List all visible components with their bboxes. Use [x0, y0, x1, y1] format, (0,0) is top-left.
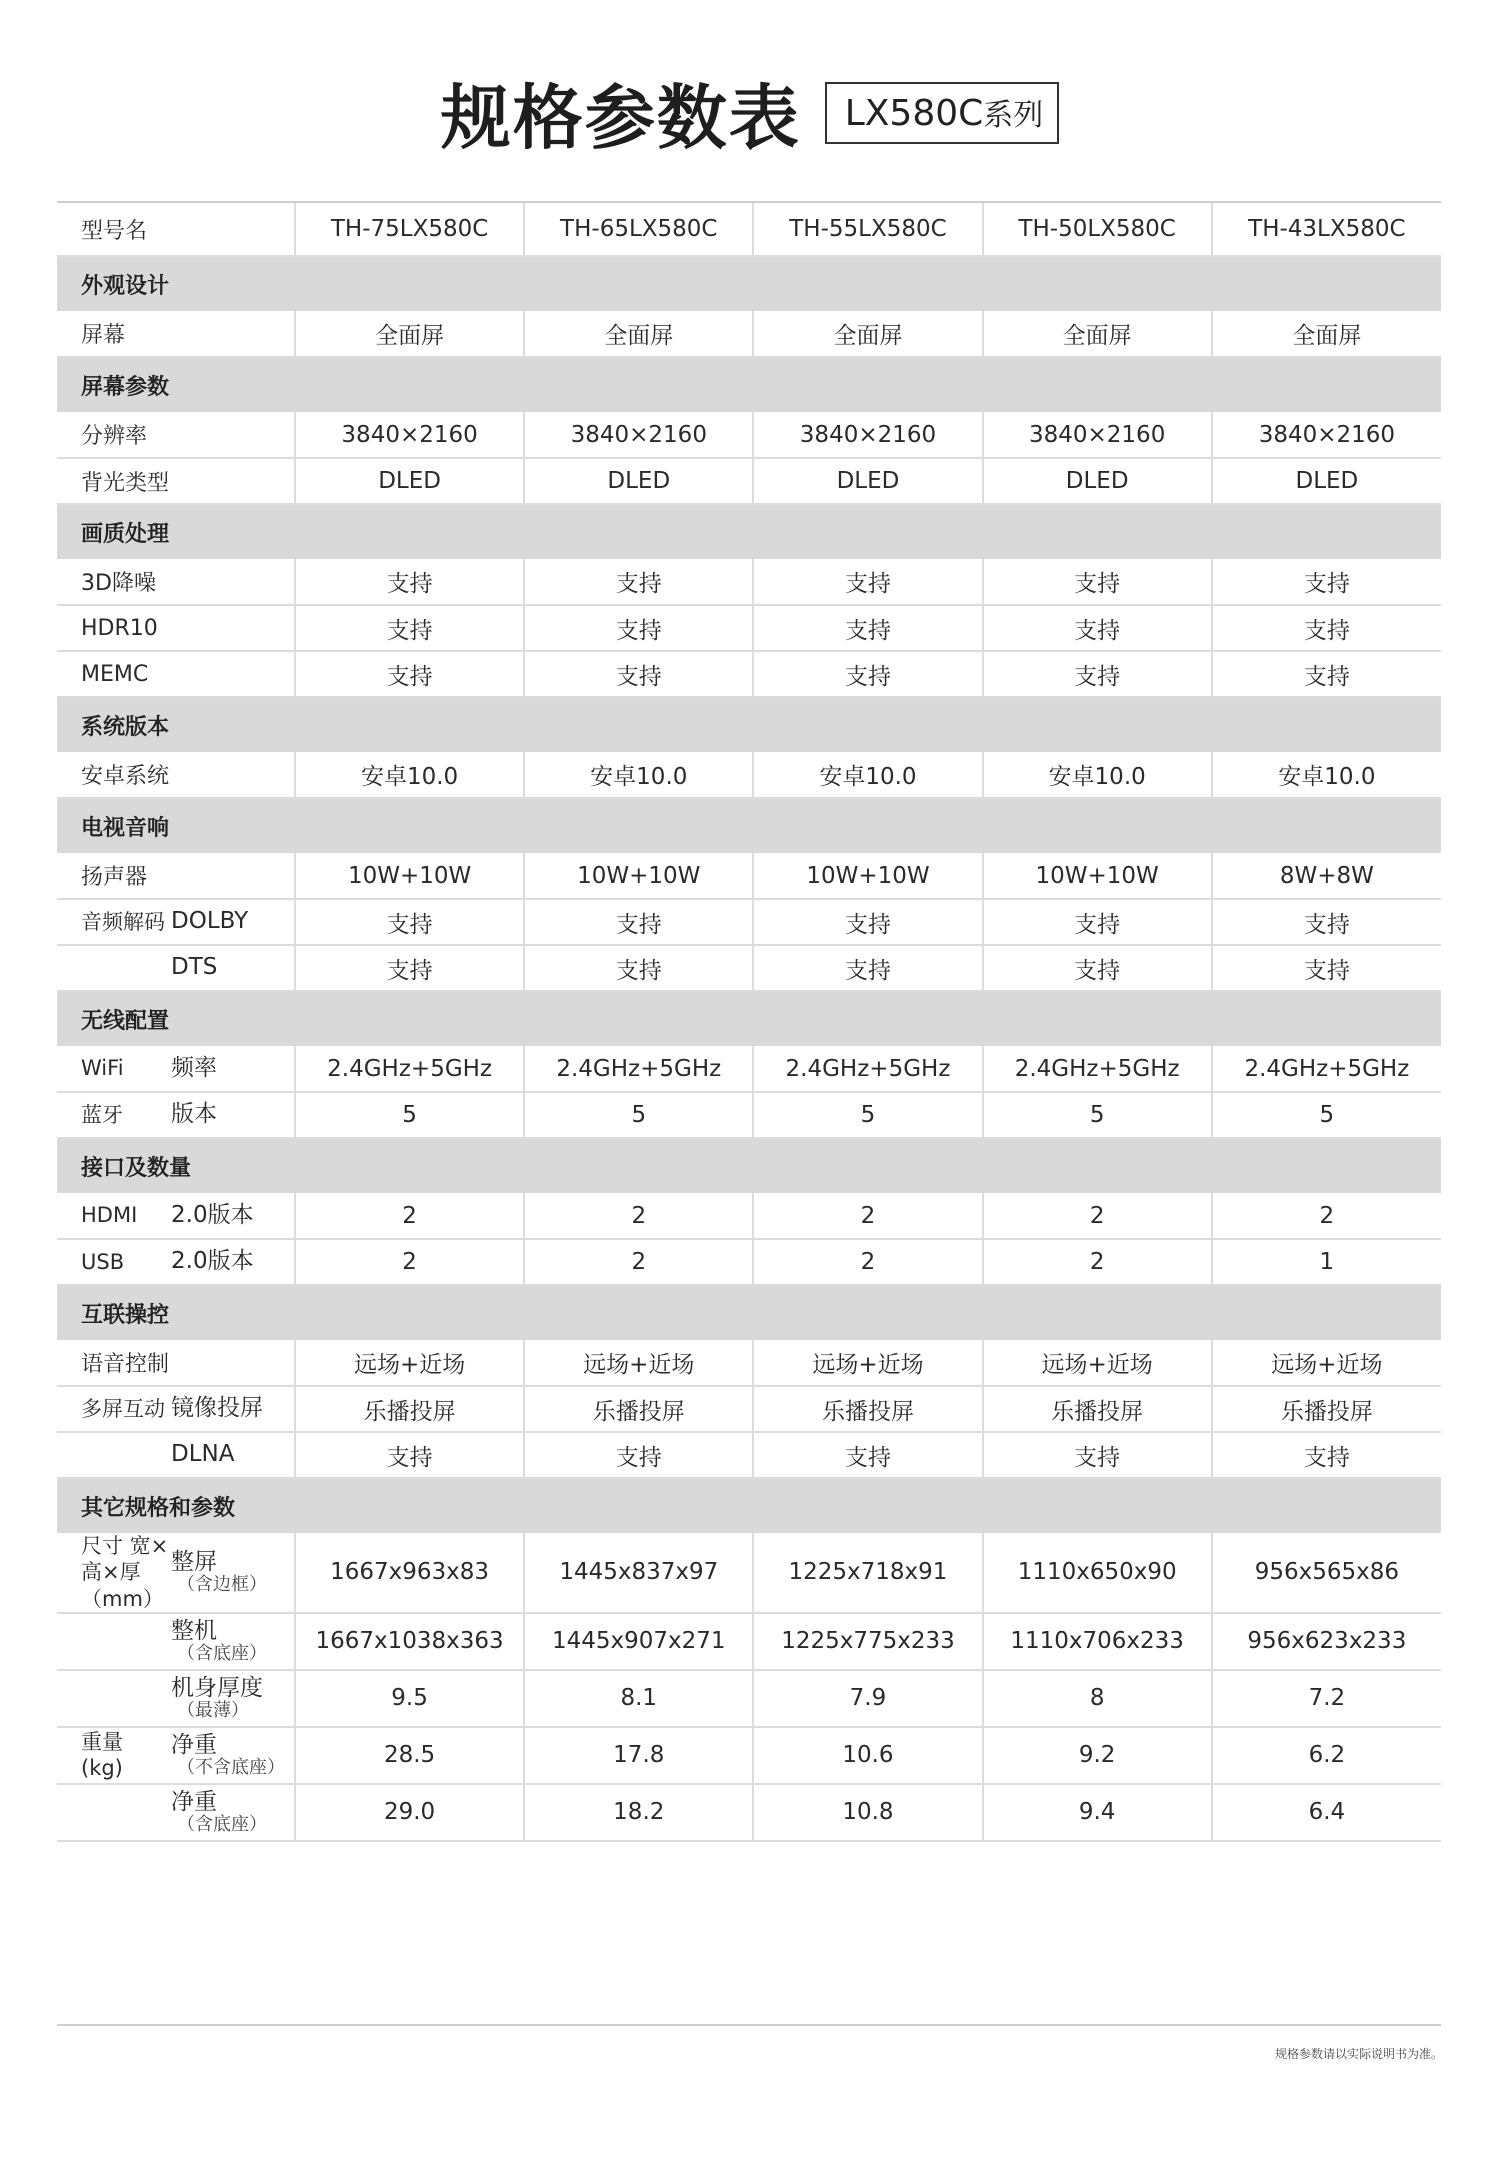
spec-value: 5 — [524, 1092, 753, 1138]
spec-value: 支持 — [753, 1432, 982, 1478]
row-label-cell — [57, 412, 295, 458]
group-label: WiFi — [81, 1056, 124, 1081]
spec-row — [57, 1432, 1441, 1478]
spec-table — [57, 201, 1441, 1842]
spec-value: 全面屏 — [753, 311, 982, 357]
page-title: 规格参数表 — [440, 77, 801, 159]
section-header — [57, 1138, 1441, 1193]
spec-row — [57, 311, 1441, 357]
section-title: 电视音响 — [57, 798, 1441, 853]
spec-value: 1 — [1212, 1239, 1441, 1285]
spec-value: 支持 — [983, 651, 1212, 697]
group-label: HDMI — [81, 1203, 138, 1228]
group-label: 重量 (kg) — [81, 1730, 123, 1781]
spec-value: 2.4GHz+5GHz — [295, 1046, 524, 1092]
sub-label: 2.0版本 — [171, 1248, 254, 1275]
spec-value: 5 — [1212, 1092, 1441, 1138]
section-header — [57, 697, 1441, 752]
row-label-group — [57, 1102, 294, 1128]
row-label-cell — [57, 1613, 295, 1670]
model-label-cell — [57, 202, 295, 256]
model-row — [57, 202, 1441, 256]
page-title-block — [0, 62, 1500, 163]
sub-label-wrap — [171, 1249, 294, 1274]
spec-value: 1667x963x83 — [295, 1533, 524, 1613]
row-label-group — [57, 1533, 294, 1612]
group-label: USB — [81, 1249, 125, 1274]
sub-label-wrap — [171, 1396, 294, 1421]
row-label: MEMC — [81, 661, 149, 687]
spec-value: 远场+近场 — [295, 1340, 524, 1386]
row-label-cell — [57, 605, 295, 651]
spec-value: 全面屏 — [295, 311, 524, 357]
spec-value: DLED — [753, 458, 982, 504]
spec-value: 10W+10W — [524, 853, 753, 899]
spec-value: 2 — [295, 1193, 524, 1239]
sub-label-wrap — [171, 1550, 294, 1595]
model-label: 型号名 — [81, 218, 148, 244]
spec-value: 1225x775x233 — [753, 1613, 982, 1670]
spec-value: 支持 — [753, 651, 982, 697]
spec-value: 2 — [753, 1239, 982, 1285]
sub-label: 整机 — [171, 1617, 217, 1644]
spec-value: 2.4GHz+5GHz — [753, 1046, 982, 1092]
spec-row — [57, 1784, 1441, 1841]
sub-label-wrap — [171, 1203, 294, 1228]
spec-value: 1445x837x97 — [524, 1533, 753, 1613]
spec-value: 支持 — [1212, 945, 1441, 991]
model-name: TH-43LX580C — [1212, 202, 1441, 256]
sub-label-wrap — [171, 909, 294, 934]
spec-value: 支持 — [753, 559, 982, 605]
model-name: TH-65LX580C — [524, 202, 753, 256]
spec-value: 支持 — [1212, 605, 1441, 651]
sub-label-note: （最薄） — [177, 1700, 249, 1721]
spec-row — [57, 1340, 1441, 1386]
section-title: 外观设计 — [57, 256, 1441, 311]
group-label: 尺寸 宽×高×厚 （mm） — [81, 1534, 169, 1611]
spec-value: 7.9 — [753, 1670, 982, 1727]
spec-value: 远场+近场 — [1212, 1340, 1441, 1386]
section-title: 画质处理 — [57, 504, 1441, 559]
sub-label: 净重 — [171, 1731, 217, 1758]
spec-value: 2 — [295, 1239, 524, 1285]
spec-value: 5 — [295, 1092, 524, 1138]
spec-value: 支持 — [983, 605, 1212, 651]
section-title: 无线配置 — [57, 991, 1441, 1046]
sub-label-wrap — [171, 955, 294, 980]
row-label-group — [57, 1619, 294, 1664]
spec-value: 支持 — [753, 945, 982, 991]
spec-value: 3840×2160 — [983, 412, 1212, 458]
spec-row — [57, 853, 1441, 899]
row-label-cell — [57, 1193, 295, 1239]
spec-value: 乐播投屏 — [295, 1386, 524, 1432]
row-label-cell — [57, 1046, 295, 1092]
spec-value: 全面屏 — [524, 311, 753, 357]
spec-value: 支持 — [524, 651, 753, 697]
sub-label: DLNA — [171, 1441, 235, 1468]
sub-label-note: （含边框） — [177, 1574, 267, 1596]
spec-value: 8W+8W — [1212, 853, 1441, 899]
spec-value: 2.4GHz+5GHz — [524, 1046, 753, 1092]
spec-value: 支持 — [524, 559, 753, 605]
row-label-cell — [57, 899, 295, 945]
row-label-group — [57, 1676, 294, 1721]
section-title: 互联操控 — [57, 1285, 1441, 1340]
row-label-group — [57, 1249, 294, 1275]
section-header — [57, 504, 1441, 559]
row-label: 3D降噪 — [81, 571, 156, 596]
section-title: 接口及数量 — [57, 1138, 1441, 1193]
sub-label: DOLBY — [171, 908, 249, 935]
section-header — [57, 256, 1441, 311]
row-label-cell — [57, 458, 295, 504]
sub-label: 机身厚度 — [171, 1674, 263, 1701]
spec-value: 安卓10.0 — [983, 752, 1212, 798]
spec-value: 2 — [524, 1193, 753, 1239]
spec-row — [57, 1533, 1441, 1613]
spec-value: 9.4 — [983, 1784, 1212, 1841]
spec-value: 安卓10.0 — [753, 752, 982, 798]
spec-value: 2.4GHz+5GHz — [983, 1046, 1212, 1092]
row-label-group — [57, 1396, 294, 1422]
row-label-cell — [57, 559, 295, 605]
section-header — [57, 798, 1441, 853]
row-label: 分辨率 — [81, 424, 148, 449]
spec-value: 2 — [1212, 1193, 1441, 1239]
spec-value: 18.2 — [524, 1784, 753, 1841]
group-label: 音频解码 — [81, 909, 165, 934]
spec-value: 支持 — [983, 899, 1212, 945]
spec-value: 远场+近场 — [524, 1340, 753, 1386]
spec-row — [57, 458, 1441, 504]
spec-row — [57, 1613, 1441, 1670]
spec-value: 支持 — [983, 1432, 1212, 1478]
spec-value: 8 — [983, 1670, 1212, 1727]
spec-row — [57, 1193, 1441, 1239]
group-label: 多屏互动 — [81, 1396, 165, 1421]
sub-label: 净重 — [171, 1788, 217, 1815]
sub-label-wrap — [171, 1102, 294, 1127]
row-label-cell — [57, 1432, 295, 1478]
sub-label: DTS — [171, 954, 218, 981]
spec-value: 支持 — [295, 651, 524, 697]
row-label-cell — [57, 1239, 295, 1285]
row-label-group — [57, 1055, 294, 1081]
section-header — [57, 1285, 1441, 1340]
section-title: 其它规格和参数 — [57, 1478, 1441, 1533]
spec-value: 3840×2160 — [295, 412, 524, 458]
spec-value: 全面屏 — [1212, 311, 1441, 357]
spec-value: 3840×2160 — [1212, 412, 1441, 458]
spec-value: 支持 — [983, 945, 1212, 991]
sub-label-wrap — [171, 1619, 294, 1664]
spec-value: 支持 — [524, 945, 753, 991]
spec-value: 6.4 — [1212, 1784, 1441, 1841]
spec-row — [57, 605, 1441, 651]
row-label: 背光类型 — [81, 470, 170, 496]
spec-value: 支持 — [1212, 559, 1441, 605]
spec-value: 956x565x86 — [1212, 1533, 1441, 1613]
model-name: TH-50LX580C — [983, 202, 1212, 256]
section-title: 系统版本 — [57, 697, 1441, 752]
spec-value: 9.5 — [295, 1670, 524, 1727]
series-suffix: 系列 — [983, 97, 1044, 133]
spec-row — [57, 1727, 1441, 1784]
spec-value: 3840×2160 — [524, 412, 753, 458]
row-label-group — [57, 1442, 294, 1467]
footnote: 规格参数请以实际说明书为准。 — [1274, 2047, 1443, 2061]
spec-value: DLED — [524, 458, 753, 504]
spec-value: 支持 — [524, 605, 753, 651]
row-label-cell — [57, 1092, 295, 1138]
row-label: 扬声器 — [81, 865, 148, 890]
row-label-cell — [57, 853, 295, 899]
row-label-cell — [57, 1784, 295, 1841]
spec-row — [57, 1670, 1441, 1727]
spec-value: 1110x706x233 — [983, 1613, 1212, 1670]
row-label-cell — [57, 1533, 295, 1613]
sub-label: 频率 — [171, 1054, 217, 1081]
model-name: TH-75LX580C — [295, 202, 524, 256]
spec-value: 2 — [753, 1193, 982, 1239]
spec-value: 3840×2160 — [753, 412, 982, 458]
spec-value: 乐播投屏 — [753, 1386, 982, 1432]
table-bottom-rule — [57, 2024, 1441, 2026]
row-label-cell — [57, 1670, 295, 1727]
spec-row — [57, 1046, 1441, 1092]
row-label-group — [57, 1729, 294, 1782]
spec-value: 乐播投屏 — [1212, 1386, 1441, 1432]
spec-row — [57, 1239, 1441, 1285]
spec-value: 安卓10.0 — [524, 752, 753, 798]
spec-value: 乐播投屏 — [524, 1386, 753, 1432]
row-label: 安卓系统 — [81, 764, 170, 789]
sub-label-note: （不含底座） — [177, 1757, 285, 1778]
row-label-group — [57, 955, 294, 980]
row-label-cell — [57, 1386, 295, 1432]
spec-value: 2 — [524, 1239, 753, 1285]
spec-value: 支持 — [295, 1432, 524, 1478]
row-label: HDR10 — [81, 615, 158, 641]
spec-value: 28.5 — [295, 1727, 524, 1784]
spec-value: 支持 — [753, 899, 982, 945]
sub-label-wrap — [171, 1442, 294, 1467]
spec-value: 9.2 — [983, 1727, 1212, 1784]
row-label-cell — [57, 1340, 295, 1386]
spec-value: 6.2 — [1212, 1727, 1441, 1784]
spec-value: 1445x907x271 — [524, 1613, 753, 1670]
spec-value: 远场+近场 — [983, 1340, 1212, 1386]
spec-value: 支持 — [1212, 651, 1441, 697]
spec-row — [57, 1092, 1441, 1138]
spec-value: 支持 — [295, 605, 524, 651]
spec-value: 956x623x233 — [1212, 1613, 1441, 1670]
spec-value: 支持 — [753, 605, 982, 651]
spec-row — [57, 899, 1441, 945]
spec-value: 支持 — [983, 559, 1212, 605]
spec-value: 1225x718x91 — [753, 1533, 982, 1613]
spec-value: 10W+10W — [295, 853, 524, 899]
spec-row — [57, 412, 1441, 458]
spec-value: 10.8 — [753, 1784, 982, 1841]
spec-value: 29.0 — [295, 1784, 524, 1841]
series-badge — [825, 82, 1060, 144]
row-label-cell — [57, 1727, 295, 1784]
sub-label: 2.0版本 — [171, 1201, 254, 1228]
row-label-group — [57, 1790, 294, 1835]
section-header — [57, 1478, 1441, 1533]
spec-value: 安卓10.0 — [295, 752, 524, 798]
spec-value: 支持 — [295, 559, 524, 605]
spec-value: 支持 — [295, 945, 524, 991]
row-label: 屏幕 — [81, 323, 126, 348]
spec-value: 1110x650x90 — [983, 1533, 1212, 1613]
section-title: 屏幕参数 — [57, 357, 1441, 412]
sub-label: 镜像投屏 — [171, 1395, 263, 1422]
sub-label-note: （含底座） — [177, 1643, 267, 1664]
spec-value: 10.6 — [753, 1727, 982, 1784]
spec-value: 8.1 — [524, 1670, 753, 1727]
spec-row — [57, 651, 1441, 697]
spec-value: 2 — [983, 1193, 1212, 1239]
section-header — [57, 357, 1441, 412]
spec-value: 2.4GHz+5GHz — [1212, 1046, 1441, 1092]
spec-value: 5 — [753, 1092, 982, 1138]
spec-value: DLED — [983, 458, 1212, 504]
spec-value: 17.8 — [524, 1727, 753, 1784]
sub-label: 整屏 — [171, 1548, 217, 1575]
spec-value: 安卓10.0 — [1212, 752, 1441, 798]
spec-row — [57, 1386, 1441, 1432]
row-label-group — [57, 1202, 294, 1228]
spec-value: 乐播投屏 — [983, 1386, 1212, 1432]
spec-value: 全面屏 — [983, 311, 1212, 357]
row-label: 语音控制 — [81, 1352, 170, 1377]
group-label: 蓝牙 — [81, 1102, 123, 1127]
spec-row — [57, 945, 1441, 991]
spec-value: DLED — [295, 458, 524, 504]
row-label-cell — [57, 752, 295, 798]
spec-value: 支持 — [524, 1432, 753, 1478]
spec-value: 支持 — [524, 899, 753, 945]
spec-value: 远场+近场 — [753, 1340, 982, 1386]
model-name: TH-55LX580C — [753, 202, 982, 256]
spec-value: 2 — [983, 1239, 1212, 1285]
spec-row — [57, 752, 1441, 798]
sub-label-wrap — [171, 1056, 294, 1081]
spec-row — [57, 559, 1441, 605]
section-header — [57, 991, 1441, 1046]
spec-value: 1667x1038x363 — [295, 1613, 524, 1670]
sub-label-wrap — [171, 1676, 294, 1721]
spec-value: 10W+10W — [753, 853, 982, 899]
spec-value: 7.2 — [1212, 1670, 1441, 1727]
spec-value: 5 — [983, 1092, 1212, 1138]
spec-value: DLED — [1212, 458, 1441, 504]
sub-label-wrap — [171, 1733, 294, 1778]
spec-value: 支持 — [1212, 1432, 1441, 1478]
sub-label: 版本 — [171, 1101, 217, 1128]
series-model: LX580C — [844, 92, 984, 134]
row-label-cell — [57, 945, 295, 991]
spec-value: 10W+10W — [983, 853, 1212, 899]
spec-value: 支持 — [295, 899, 524, 945]
spec-value: 支持 — [1212, 899, 1441, 945]
row-label-cell — [57, 651, 295, 697]
row-label-cell — [57, 311, 295, 357]
row-label-group — [57, 909, 294, 935]
sub-label-note: （含底座） — [177, 1814, 267, 1835]
sub-label-wrap — [171, 1790, 294, 1835]
